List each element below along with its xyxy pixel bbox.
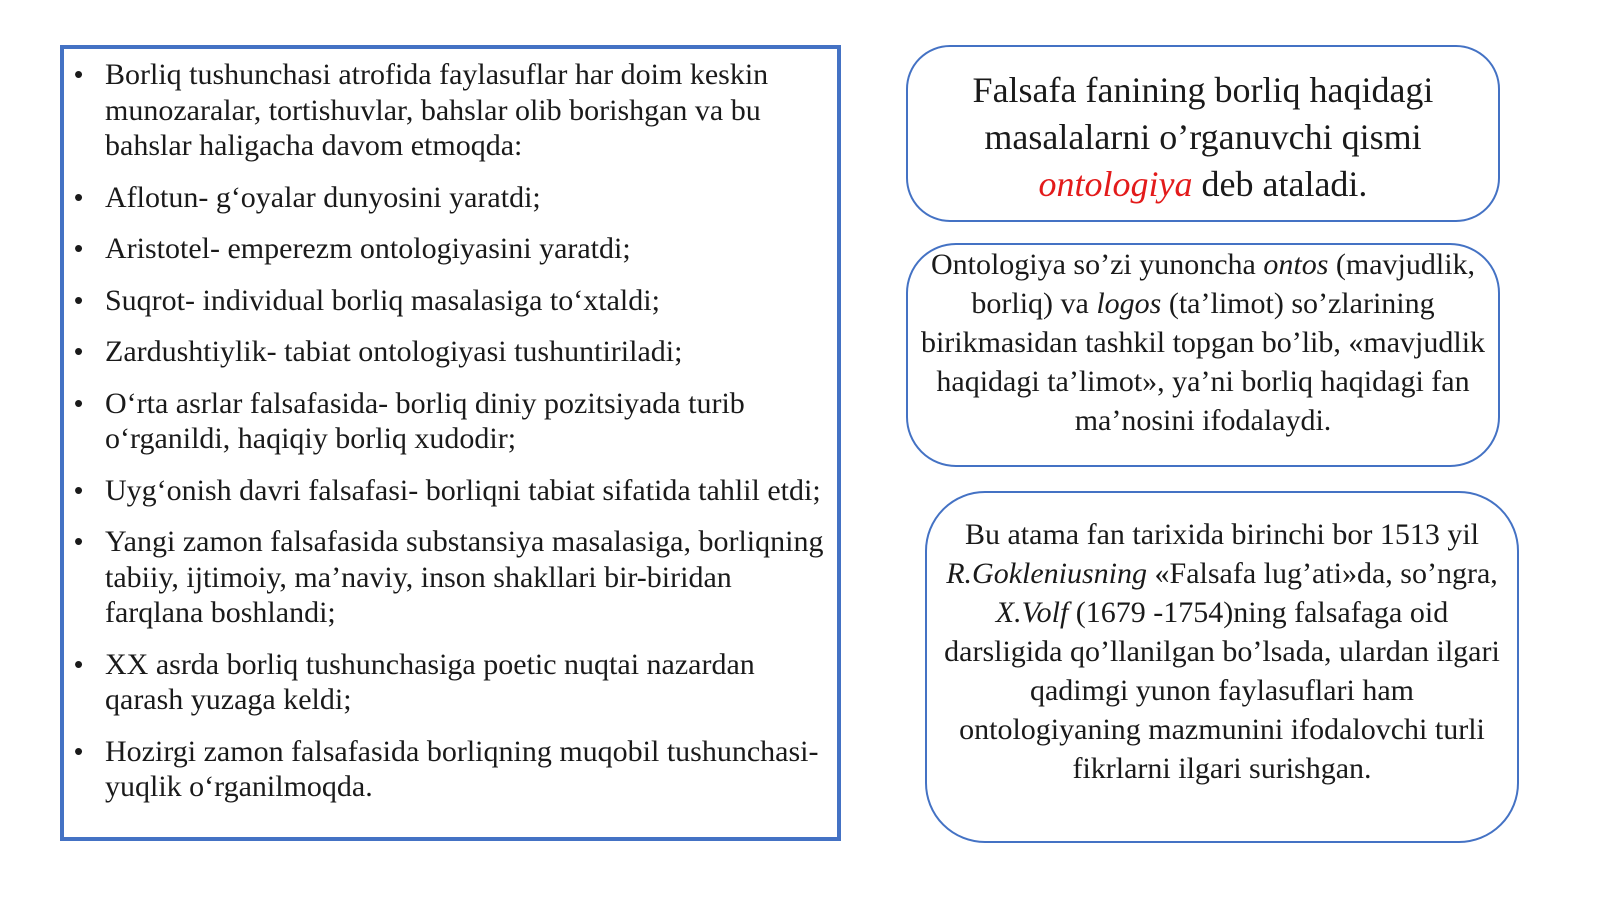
list-item-text: Zardushtiylik- tabiat ontologiyasi tushuntiriladi; xyxy=(105,335,683,368)
definition-line-1: Falsafa fanining borliq haqidagi xyxy=(972,70,1434,110)
list-item-text: Aristotel- emperezm ontologiyasini yaratdi; xyxy=(105,232,631,265)
term-logos: logos xyxy=(1096,287,1162,320)
bullet-icon: • xyxy=(74,284,84,315)
definition-line-2: masalalarni o’rganuvchi qismi xyxy=(984,117,1422,157)
list-item-text: O‘rta asrlar falsafasida- borliq diniy pozitsiyada turib o‘rganildi, haqiqiy borliq xudodir; xyxy=(105,386,745,455)
bullet-icon: • xyxy=(74,181,84,212)
etymology-part-1: Ontologiya so’zi yunoncha xyxy=(930,248,1264,281)
history-box xyxy=(925,491,1519,843)
name-volf: X.Volf xyxy=(995,596,1069,629)
list-item-text: XX asrda borliq tushunchasiga poetic nuqtai nazardan qarash yuzaga keldi; xyxy=(105,647,755,716)
history-part-3: (1679 -1754)ning falsafaga oid darsligida qo’llanilgan bo’lsada, ulardan ilgari qadimgi yunon faylasuflari ham ontologiyaning mazmunini ifodalovchi turli fikrlarni ilgari surishgan. xyxy=(944,596,1500,785)
bullet-icon: • xyxy=(74,648,84,679)
definition-box xyxy=(906,45,1500,222)
list-item xyxy=(74,473,827,509)
ontology-term: ontologiya xyxy=(1038,164,1193,204)
list-item xyxy=(74,57,827,164)
list-item xyxy=(74,386,827,457)
etymology-box xyxy=(906,243,1500,467)
list-item xyxy=(74,231,827,267)
list-item-text: Yangi zamon falsafasida substansiya masalasiga, borliqning tabiiy, ijtimoiy, ma’naviy, inson shakllari bir-biridan farqlana boshlandi; xyxy=(105,525,824,629)
definition-text xyxy=(953,47,1454,208)
bullet-icon: • xyxy=(74,735,84,766)
history-part-1: Bu atama fan tarixida birinchi bor 1513 yil xyxy=(964,518,1480,551)
term-ontos: ontos xyxy=(1263,248,1329,281)
list-item xyxy=(74,734,827,805)
history-text xyxy=(927,493,1517,788)
etymology-part-2: (mavjudlik, borliq) va xyxy=(971,248,1476,320)
list-item xyxy=(74,283,827,319)
list-item-text: Hozirgi zamon falsafasida borliqning muqobil tushunchasi-yuqlik o‘rganilmoqda. xyxy=(105,734,819,803)
list-item-text: Suqrot- individual borliq masalasiga to‘xtaldi; xyxy=(105,283,660,317)
definition-line-3: deb ataladi. xyxy=(1192,164,1368,204)
bullet-icon: • xyxy=(74,59,84,89)
bullet-icon: • xyxy=(74,336,84,366)
name-goklenius: R.Gokleniusning xyxy=(946,557,1148,590)
bullet-list-panel xyxy=(60,45,841,841)
bullet-icon: • xyxy=(74,387,84,418)
list-item xyxy=(74,334,827,370)
bullet-icon: • xyxy=(74,474,84,505)
etymology-text xyxy=(908,245,1498,440)
list-item-text: Borliq tushunchasi atrofida faylasuflar har doim keskin munozaralar, tortishuvlar, bahslar olib borishgan va bu bahslar haligacha davom etmoqda: xyxy=(105,58,769,162)
list-item-text: Uyg‘onish davri falsafasi- borliqni tabiat sifatida tahlil etdi; xyxy=(105,473,821,507)
list-item-text: Aflotun- g‘oyalar dunyosini yaratdi; xyxy=(105,180,541,214)
list-item xyxy=(74,647,827,718)
bullet-list xyxy=(64,49,837,805)
bullet-icon: • xyxy=(74,233,84,263)
list-item xyxy=(74,524,827,631)
bullet-icon: • xyxy=(74,526,84,556)
history-part-2: «Falsafa lug’ati»da, so’ngra, xyxy=(1147,557,1498,590)
list-item xyxy=(74,180,827,216)
etymology-part-3: (ta’limot) so’zlarining birikmasidan tashkil topgan bo’lib, «mavjudlik haqidagi ta’limot», ya’ni borliq haqidagi fan ma’nosini ifodalaydi. xyxy=(920,287,1486,437)
